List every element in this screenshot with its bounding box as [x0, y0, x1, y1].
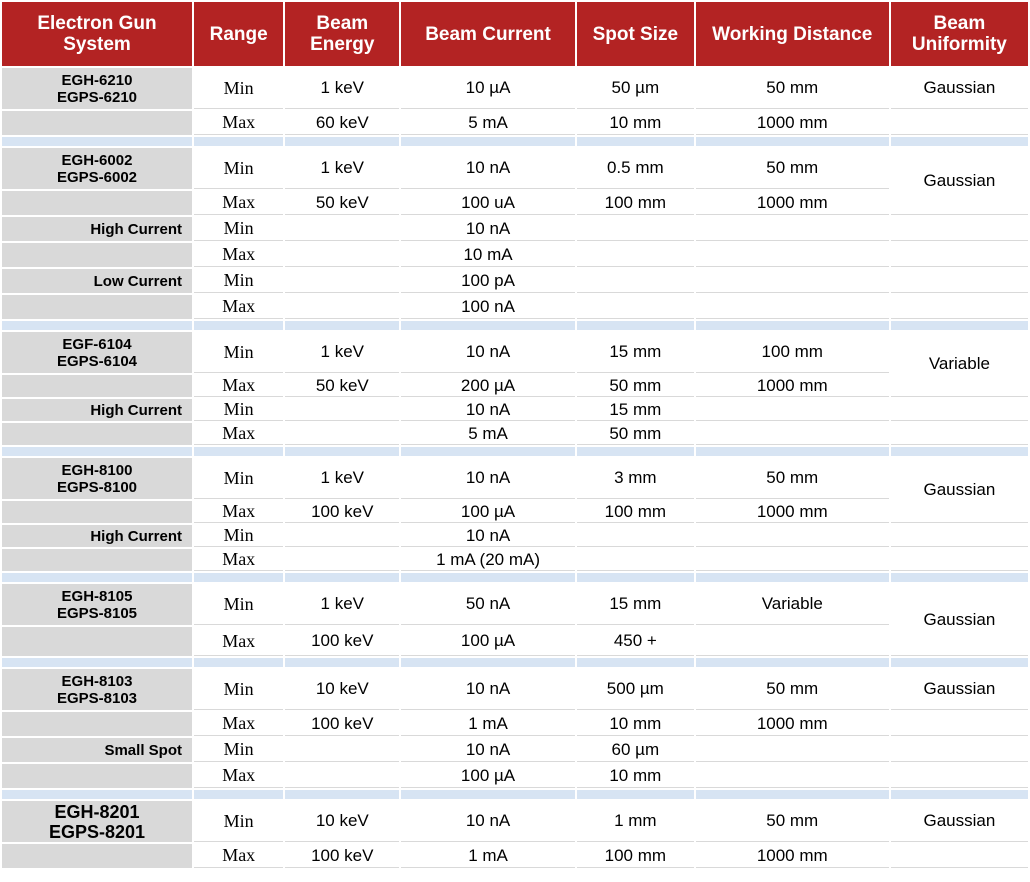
energy-cell: 60 keV [285, 111, 399, 135]
col-header-energy: Beam Energy [285, 2, 399, 66]
system-name-cell [2, 423, 192, 445]
current-cell: 100 uA [401, 191, 575, 215]
table-row [2, 399, 1028, 421]
system-model: EGPS-8201 [48, 821, 146, 842]
distance-cell [696, 399, 889, 421]
energy-cell: 10 keV [285, 801, 399, 842]
distance-cell: 50 mm [696, 669, 889, 710]
system-model: EGPS-8105 [56, 604, 138, 622]
range-cell: Min [194, 399, 283, 421]
range-cell: Max [194, 844, 283, 868]
energy-cell: 100 keV [285, 712, 399, 736]
current-cell: 10 nA [401, 525, 575, 547]
separator-row [2, 573, 1028, 582]
current-cell: 1 mA (20 mA) [401, 549, 575, 571]
system-model: EGPS-6210 [56, 88, 138, 106]
distance-cell: Variable [696, 584, 889, 625]
separator-row [2, 321, 1028, 330]
table-row [2, 458, 1028, 499]
col-header-uniformity: Beam Uniformity [891, 2, 1028, 66]
range-cell: Min [194, 801, 283, 842]
distance-cell: 1000 mm [696, 111, 889, 135]
distance-cell [696, 295, 889, 319]
system-model: EGH-8103 [61, 672, 133, 690]
header-row [2, 2, 1028, 66]
system-name-cell [2, 669, 192, 710]
distance-cell [696, 525, 889, 547]
distance-cell: 50 mm [696, 801, 889, 842]
system-model: EGPS-6104 [56, 352, 138, 370]
system-name-cell [2, 68, 192, 109]
distance-cell: 1000 mm [696, 191, 889, 215]
system-name-cell [2, 627, 192, 656]
system-model: EGH-6210 [61, 71, 133, 89]
spot-size-cell [577, 525, 694, 547]
table-row [2, 68, 1028, 109]
current-cell: 100 pA [401, 269, 575, 293]
system-name-cell [2, 844, 192, 868]
current-cell: 10 nA [401, 399, 575, 421]
distance-cell [696, 764, 889, 788]
table-row [2, 764, 1028, 788]
uniformity-cell [891, 549, 1028, 571]
spot-size-cell: 10 mm [577, 111, 694, 135]
distance-cell [696, 243, 889, 267]
energy-cell: 1 keV [285, 148, 399, 189]
current-cell: 1 mA [401, 712, 575, 736]
current-cell: 50 nA [401, 584, 575, 625]
variant-label: High Current [2, 525, 192, 547]
energy-cell: 50 keV [285, 191, 399, 215]
current-cell: 10 nA [401, 669, 575, 710]
current-cell: 100 µA [401, 627, 575, 656]
system-name-cell [2, 111, 192, 135]
uniformity-cell: Gaussian [891, 801, 1028, 842]
energy-cell [285, 269, 399, 293]
system-model: EGH-6002 [61, 151, 133, 169]
system-name-cell [2, 191, 192, 215]
energy-cell: 10 keV [285, 669, 399, 710]
range-cell: Min [194, 584, 283, 625]
spot-size-cell: 1 mm [577, 801, 694, 842]
variant-label: Small Spot [2, 738, 192, 762]
distance-cell [696, 269, 889, 293]
distance-cell: 100 mm [696, 332, 889, 373]
range-cell: Max [194, 191, 283, 215]
energy-cell [285, 217, 399, 241]
current-cell: 10 nA [401, 148, 575, 189]
range-cell: Max [194, 111, 283, 135]
uniformity-cell [891, 764, 1028, 788]
energy-cell: 100 keV [285, 844, 399, 868]
table-row [2, 217, 1028, 241]
uniformity-cell [891, 399, 1028, 421]
range-cell: Max [194, 764, 283, 788]
uniformity-cell: Gaussian [891, 584, 1028, 656]
col-header-working-distance: Working Distance [696, 2, 889, 66]
system-name-cell [2, 764, 192, 788]
range-cell: Max [194, 712, 283, 736]
spot-size-cell: 100 mm [577, 844, 694, 868]
spot-size-cell [577, 295, 694, 319]
system-model: EGPS-8103 [56, 689, 138, 707]
table-row [2, 738, 1028, 762]
distance-cell [696, 423, 889, 445]
uniformity-cell [891, 844, 1028, 868]
uniformity-cell [891, 738, 1028, 762]
current-cell: 10 nA [401, 458, 575, 499]
uniformity-cell [891, 525, 1028, 547]
system-name-cell [2, 332, 192, 373]
spot-size-cell: 50 mm [577, 423, 694, 445]
distance-cell: 1000 mm [696, 501, 889, 523]
system-name-cell [2, 501, 192, 523]
distance-cell [696, 217, 889, 241]
current-cell: 10 nA [401, 332, 575, 373]
table-row [2, 844, 1028, 868]
distance-cell: 50 mm [696, 148, 889, 189]
current-cell: 100 µA [401, 764, 575, 788]
range-cell: Min [194, 217, 283, 241]
range-cell: Max [194, 501, 283, 523]
table-row [2, 269, 1028, 293]
range-cell: Min [194, 458, 283, 499]
range-cell: Min [194, 669, 283, 710]
spot-size-cell: 450 + [577, 627, 694, 656]
spot-size-cell: 0.5 mm [577, 148, 694, 189]
uniformity-cell [891, 269, 1028, 293]
separator-row [2, 447, 1028, 456]
system-name-cell [2, 458, 192, 499]
table-row [2, 801, 1028, 842]
system-model: EGPS-6002 [56, 168, 138, 186]
distance-cell [696, 549, 889, 571]
uniformity-cell [891, 217, 1028, 241]
table-row [2, 332, 1028, 373]
spot-size-cell [577, 217, 694, 241]
table-row [2, 525, 1028, 547]
energy-cell [285, 764, 399, 788]
col-header-range: Range [194, 2, 283, 66]
table-row [2, 148, 1028, 189]
system-name-cell [2, 584, 192, 625]
spot-size-cell [577, 549, 694, 571]
system-model: EGH-8105 [61, 587, 133, 605]
distance-cell: 1000 mm [696, 844, 889, 868]
system-name-cell [2, 801, 192, 842]
range-cell: Min [194, 68, 283, 109]
table-row [2, 669, 1028, 710]
energy-cell: 1 keV [285, 458, 399, 499]
table-row [2, 111, 1028, 135]
system-model: EGH-8201 [54, 801, 140, 822]
table-row [2, 375, 1028, 397]
range-cell: Max [194, 375, 283, 397]
table-row [2, 712, 1028, 736]
spot-size-cell: 3 mm [577, 458, 694, 499]
energy-cell: 1 keV [285, 68, 399, 109]
current-cell: 200 µA [401, 375, 575, 397]
energy-cell: 100 keV [285, 501, 399, 523]
energy-cell: 1 keV [285, 584, 399, 625]
spot-size-cell: 15 mm [577, 399, 694, 421]
range-cell: Min [194, 269, 283, 293]
energy-cell [285, 399, 399, 421]
range-cell: Max [194, 295, 283, 319]
table-row [2, 627, 1028, 656]
spot-size-cell: 100 mm [577, 501, 694, 523]
range-cell: Max [194, 549, 283, 571]
range-cell: Max [194, 243, 283, 267]
distance-cell: 50 mm [696, 68, 889, 109]
energy-cell [285, 549, 399, 571]
uniformity-cell: Gaussian [891, 458, 1028, 523]
uniformity-cell: Gaussian [891, 148, 1028, 215]
variant-label: High Current [2, 399, 192, 421]
range-cell: Min [194, 738, 283, 762]
current-cell: 100 µA [401, 501, 575, 523]
table-row [2, 191, 1028, 215]
variant-label: Low Current [2, 269, 192, 293]
system-model: EGPS-8100 [56, 478, 138, 496]
table-row [2, 295, 1028, 319]
current-cell: 10 mA [401, 243, 575, 267]
energy-cell [285, 738, 399, 762]
col-header-system: Electron Gun System [2, 2, 192, 66]
system-name-cell [2, 243, 192, 267]
table-row [2, 584, 1028, 625]
distance-cell: 1000 mm [696, 712, 889, 736]
variant-label: High Current [2, 217, 192, 241]
uniformity-cell: Gaussian [891, 669, 1028, 710]
spot-size-cell: 100 mm [577, 191, 694, 215]
uniformity-cell: Variable [891, 332, 1028, 397]
table-row [2, 549, 1028, 571]
current-cell: 1 mA [401, 844, 575, 868]
range-cell: Min [194, 332, 283, 373]
uniformity-cell: Gaussian [891, 68, 1028, 109]
table-row [2, 501, 1028, 523]
uniformity-cell [891, 111, 1028, 135]
system-name-cell [2, 549, 192, 571]
current-cell: 10 nA [401, 801, 575, 842]
spot-size-cell [577, 243, 694, 267]
table-row [2, 243, 1028, 267]
uniformity-cell [891, 423, 1028, 445]
spot-size-cell: 10 mm [577, 764, 694, 788]
system-name-cell [2, 148, 192, 189]
current-cell: 100 nA [401, 295, 575, 319]
separator-row [2, 790, 1028, 799]
energy-cell [285, 525, 399, 547]
current-cell: 5 mA [401, 423, 575, 445]
separator-row [2, 137, 1028, 146]
energy-cell: 50 keV [285, 375, 399, 397]
system-model: EGH-8100 [61, 461, 133, 479]
spot-size-cell: 500 µm [577, 669, 694, 710]
spot-size-cell: 15 mm [577, 584, 694, 625]
system-name-cell [2, 712, 192, 736]
current-cell: 10 nA [401, 738, 575, 762]
spot-size-cell [577, 269, 694, 293]
current-cell: 10 nA [401, 217, 575, 241]
col-header-current: Beam Current [401, 2, 575, 66]
energy-cell [285, 243, 399, 267]
range-cell: Min [194, 525, 283, 547]
distance-cell: 1000 mm [696, 375, 889, 397]
spot-size-cell: 50 µm [577, 68, 694, 109]
col-header-spot-size: Spot Size [577, 2, 694, 66]
energy-cell: 100 keV [285, 627, 399, 656]
uniformity-cell [891, 295, 1028, 319]
uniformity-cell [891, 712, 1028, 736]
table-row [2, 423, 1028, 445]
current-cell: 10 µA [401, 68, 575, 109]
spot-size-cell: 15 mm [577, 332, 694, 373]
distance-cell [696, 627, 889, 656]
spot-size-cell: 60 µm [577, 738, 694, 762]
energy-cell [285, 423, 399, 445]
spot-size-cell: 50 mm [577, 375, 694, 397]
range-cell: Max [194, 423, 283, 445]
separator-row [2, 658, 1028, 667]
distance-cell: 50 mm [696, 458, 889, 499]
spot-size-cell: 10 mm [577, 712, 694, 736]
system-name-cell [2, 295, 192, 319]
energy-cell [285, 295, 399, 319]
uniformity-cell [891, 243, 1028, 267]
energy-cell: 1 keV [285, 332, 399, 373]
range-cell: Min [194, 148, 283, 189]
current-cell: 5 mA [401, 111, 575, 135]
range-cell: Max [194, 627, 283, 656]
distance-cell [696, 738, 889, 762]
system-name-cell [2, 375, 192, 397]
system-model: EGF-6104 [62, 335, 132, 353]
